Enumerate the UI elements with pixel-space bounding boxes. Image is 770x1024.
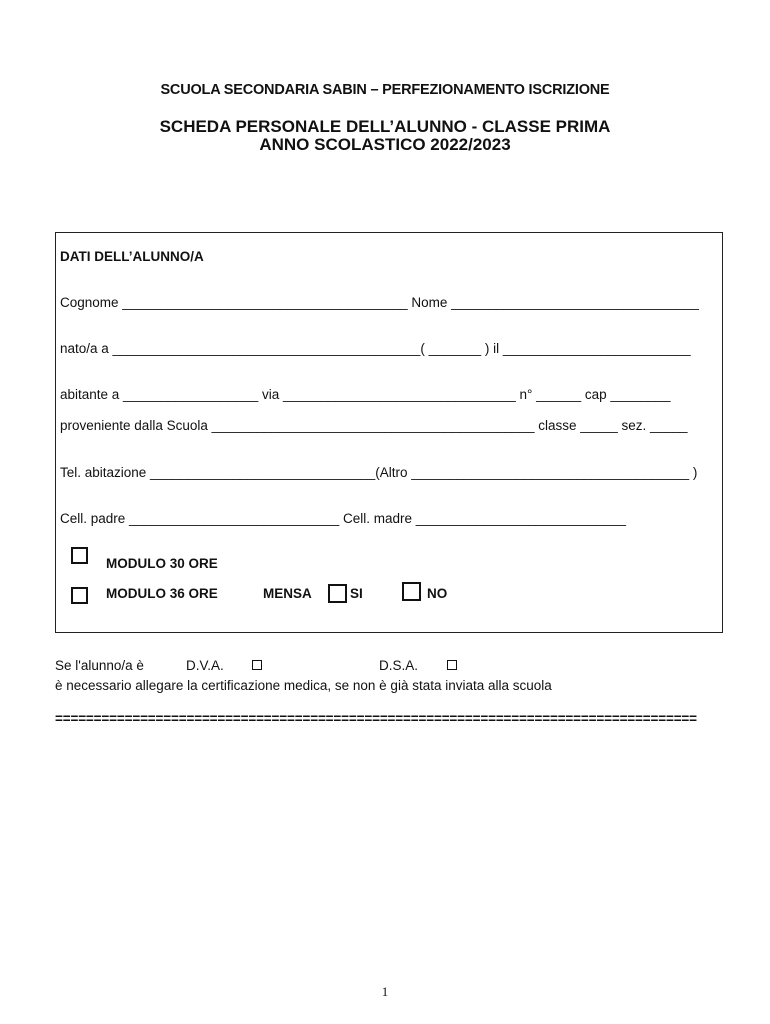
modulo-30-label: MODULO 30 ORE [106, 556, 218, 571]
birth-field[interactable]: nato/a a _________________________________________( _______ ) il _________________________ [60, 341, 691, 356]
dva-label: D.V.A. [186, 658, 224, 673]
mensa-label: MENSA [263, 586, 312, 601]
modulo-30-checkbox[interactable] [71, 547, 88, 564]
mensa-si-checkbox[interactable] [328, 584, 347, 603]
se-alunno-text: Se l'alunno/a è [55, 658, 144, 673]
page-number: 1 [381, 984, 389, 999]
certification-note: è necessario allegare la certificazione medica, se non è già stata inviata alla scuola [55, 678, 552, 693]
modulo-36-label: MODULO 36 ORE [106, 586, 218, 601]
previous-school-field[interactable]: proveniente dalla Scuola ___________________________________________ classe _____ sez. _____ [60, 418, 688, 433]
dva-checkbox[interactable] [252, 660, 262, 670]
cognome-nome-field[interactable]: Cognome ______________________________________ Nome _________________________________ [60, 295, 699, 310]
section-title: DATI DELL’ALUNNO/A [60, 249, 204, 264]
mensa-si-label: SI [350, 586, 363, 601]
mensa-no-label: NO [427, 586, 448, 601]
address-field[interactable]: abitante a __________________ via _______________________________ n° ______ cap ________ [60, 387, 671, 402]
form-title: SCHEDA PERSONALE DELL’ALUNNO - CLASSE PRIMA [159, 117, 611, 136]
mensa-no-checkbox[interactable] [402, 582, 421, 601]
separator-line: =================================================================================== [55, 711, 697, 726]
parents-cell-field[interactable]: Cell. padre ____________________________ Cell. madre ____________________________ [60, 511, 627, 526]
school-heading: SCUOLA SECONDARIA SABIN – PERFEZIONAMENTO ISCRIZIONE [160, 82, 610, 98]
phone-field[interactable]: Tel. abitazione ______________________________(Altro _____________________________________ ) [60, 465, 698, 480]
dsa-checkbox[interactable] [447, 660, 457, 670]
dsa-label: D.S.A. [379, 658, 419, 673]
modulo-36-checkbox[interactable] [71, 587, 88, 604]
school-year-title: ANNO SCOLASTICO 2022/2023 [259, 135, 511, 154]
